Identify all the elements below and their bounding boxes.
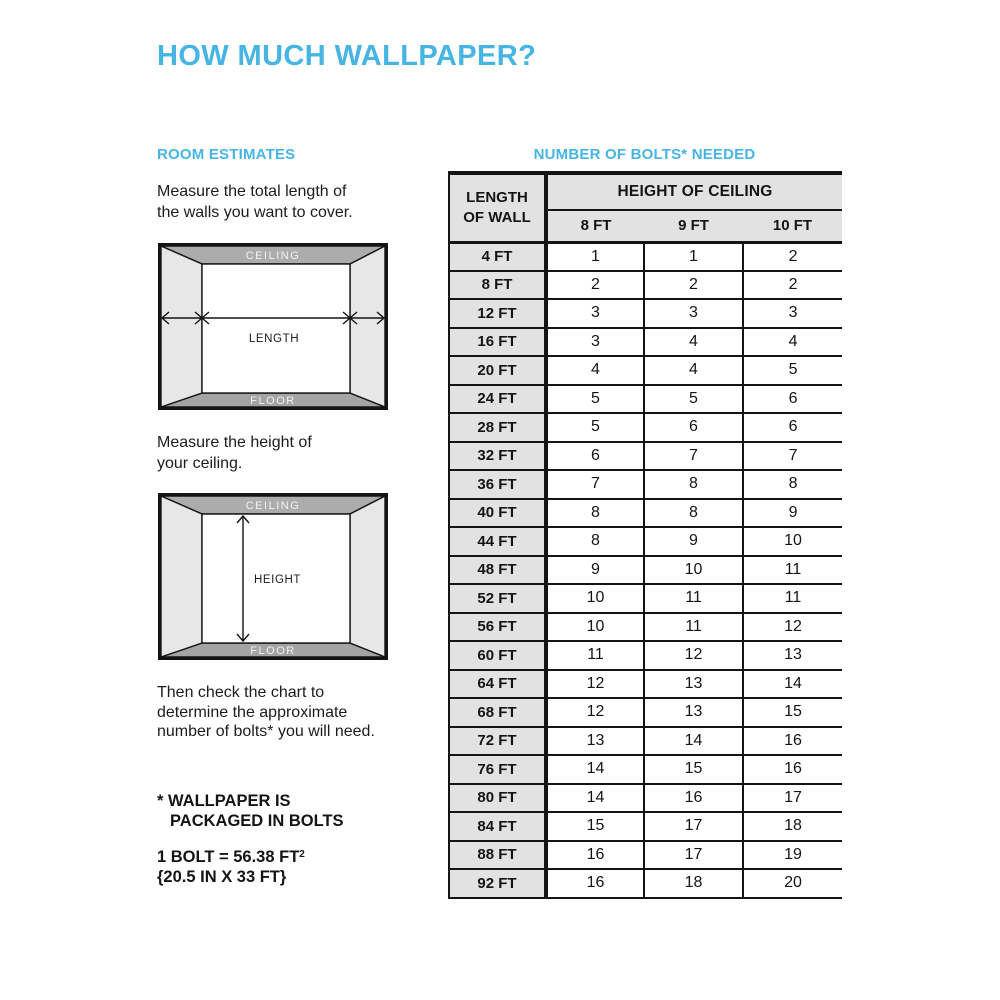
bolt-count-cell: 11 (546, 641, 644, 670)
bolt-count-cell: 6 (644, 413, 743, 442)
bolt-count-cell: 1 (546, 242, 644, 271)
bolt-count-cell: 6 (546, 442, 644, 471)
wall-length-cell: 56 FT (449, 613, 546, 642)
bolt-count-cell: 2 (546, 271, 644, 300)
table-row (449, 812, 842, 841)
bolt-count-cell: 14 (546, 784, 644, 813)
subheader-10ft: 10 FT (743, 210, 842, 242)
bolt-count-cell: 17 (644, 812, 743, 841)
height-of-ceiling-header: HEIGHT OF CEILING (546, 173, 842, 210)
table-header-row-top (449, 173, 842, 210)
ceiling-label: CEILING (245, 250, 301, 262)
bolt-count-cell: 12 (546, 670, 644, 699)
header-line: OF WALL (463, 208, 531, 226)
bolt-table-body (449, 242, 842, 898)
subheader-8ft: 8 FT (546, 210, 644, 242)
bolt-count-cell: 13 (644, 698, 743, 727)
table-row (449, 271, 842, 300)
wall-length-cell: 76 FT (449, 755, 546, 784)
table-row (449, 755, 842, 784)
room-length-diagram (158, 243, 388, 410)
table-row (449, 356, 842, 385)
subheader-9ft: 9 FT (644, 210, 743, 242)
bolt-count-cell: 12 (546, 698, 644, 727)
bolt-count-cell: 16 (546, 841, 644, 870)
text-line: {20.5 IN X 33 FT} (157, 867, 287, 886)
bolt-count-cell: 11 (743, 556, 842, 585)
back-wall-surface (202, 264, 350, 393)
bolt-count-cell: 8 (644, 499, 743, 528)
floor-label: FLOOR (250, 395, 296, 407)
wall-length-cell: 44 FT (449, 527, 546, 556)
wall-length-cell: 64 FT (449, 670, 546, 699)
section-title-bolts-needed: NUMBER OF BOLTS* NEEDED (533, 146, 756, 163)
bolt-count-cell: 6 (743, 413, 842, 442)
bolt-count-cell: 4 (644, 328, 743, 357)
wall-length-cell: 60 FT (449, 641, 546, 670)
bolt-table (448, 171, 842, 899)
floor-label: FLOOR (250, 645, 296, 657)
wall-length-cell: 20 FT (449, 356, 546, 385)
bolt-count-cell: 7 (743, 442, 842, 471)
bolt-count-cell: 10 (546, 584, 644, 613)
bolt-count-cell: 4 (546, 356, 644, 385)
page-title: HOW MUCH WALLPAPER? (157, 40, 537, 72)
table-row (449, 841, 842, 870)
bolt-count-cell: 11 (644, 584, 743, 613)
bolt-equation: 1 BOLT = 56.38 FT (157, 848, 300, 866)
bolt-count-cell: 13 (743, 641, 842, 670)
bolt-count-cell: 10 (743, 527, 842, 556)
table-row (449, 641, 842, 670)
bolt-count-cell: 13 (644, 670, 743, 699)
instruction-measure-length (157, 181, 353, 223)
wall-length-cell: 8 FT (449, 271, 546, 300)
bolt-count-cell: 14 (546, 755, 644, 784)
table-row (449, 869, 842, 898)
text-line (157, 848, 305, 866)
bolt-count-cell: 9 (743, 499, 842, 528)
table-row (449, 584, 842, 613)
bolt-count-cell: 11 (743, 584, 842, 613)
table-row (449, 784, 842, 813)
bolt-count-cell: 16 (743, 755, 842, 784)
table-row (449, 413, 842, 442)
wall-length-cell: 68 FT (449, 698, 546, 727)
height-label: HEIGHT (254, 574, 302, 586)
bolt-count-cell: 17 (644, 841, 743, 870)
table-row (449, 499, 842, 528)
section-title-room-estimates: ROOM ESTIMATES (157, 146, 296, 163)
text-line: Then check the chart to (157, 684, 325, 701)
bolt-count-cell: 8 (644, 470, 743, 499)
bolt-count-cell: 16 (644, 784, 743, 813)
bolt-count-cell: 16 (546, 869, 644, 898)
bolt-count-cell: 15 (743, 698, 842, 727)
bolt-count-cell: 15 (644, 755, 743, 784)
bolt-count-cell: 2 (743, 271, 842, 300)
header-line: LENGTH (466, 188, 528, 206)
bolt-count-cell: 4 (743, 328, 842, 357)
bolt-count-cell: 5 (644, 385, 743, 414)
bolt-count-cell: 5 (546, 413, 644, 442)
text-line: Measure the total length of (157, 183, 347, 200)
bolt-count-cell: 10 (546, 613, 644, 642)
bolt-count-cell: 11 (644, 613, 743, 642)
table-row (449, 727, 842, 756)
bolt-count-cell: 14 (743, 670, 842, 699)
bolt-count-cell: 18 (743, 812, 842, 841)
bolt-count-cell: 19 (743, 841, 842, 870)
bolt-count-cell: 8 (546, 527, 644, 556)
bolt-count-cell: 2 (743, 242, 842, 271)
wall-length-cell: 72 FT (449, 727, 546, 756)
wall-length-cell: 28 FT (449, 413, 546, 442)
bolt-count-cell: 2 (644, 271, 743, 300)
table-row (449, 470, 842, 499)
bolt-count-cell: 12 (644, 641, 743, 670)
table-row (449, 385, 842, 414)
wall-length-cell: 4 FT (449, 242, 546, 271)
bolt-count-cell: 16 (743, 727, 842, 756)
bolt-count-cell: 12 (743, 613, 842, 642)
table-row (449, 299, 842, 328)
squared-superscript: 2 (299, 849, 305, 860)
instruction-check-chart (157, 683, 375, 742)
table-row (449, 670, 842, 699)
text-line: your ceiling. (157, 455, 243, 472)
wall-length-cell: 12 FT (449, 299, 546, 328)
bolt-count-cell: 9 (546, 556, 644, 585)
table-row (449, 527, 842, 556)
bolt-count-cell: 10 (644, 556, 743, 585)
length-label: LENGTH (248, 333, 300, 345)
wall-length-cell: 92 FT (449, 869, 546, 898)
wall-length-cell: 84 FT (449, 812, 546, 841)
left-wall-surface (161, 496, 202, 657)
bolt-count-cell: 4 (644, 356, 743, 385)
bolt-count-cell: 9 (644, 527, 743, 556)
bolt-count-cell: 8 (743, 470, 842, 499)
bolt-count-cell: 3 (546, 328, 644, 357)
bolt-count-cell: 3 (644, 299, 743, 328)
text-line: number of bolts* you will need. (157, 723, 375, 740)
table-row (449, 698, 842, 727)
text-line: determine the approximate (157, 703, 348, 721)
bolt-count-cell: 15 (546, 812, 644, 841)
instruction-measure-height (157, 432, 312, 474)
wall-length-cell: 52 FT (449, 584, 546, 613)
bolt-count-cell: 17 (743, 784, 842, 813)
wall-length-cell: 32 FT (449, 442, 546, 471)
wall-length-cell: 40 FT (449, 499, 546, 528)
text-line: Measure the height of (157, 434, 312, 451)
bolt-count-cell: 13 (546, 727, 644, 756)
bolt-count-cell: 18 (644, 869, 743, 898)
table-row (449, 328, 842, 357)
wall-length-cell: 24 FT (449, 385, 546, 414)
table-row (449, 242, 842, 271)
room-height-diagram (158, 493, 388, 660)
bolt-count-cell: 14 (644, 727, 743, 756)
bolt-count-cell: 7 (546, 470, 644, 499)
wall-length-header (449, 173, 546, 242)
wall-length-cell: 48 FT (449, 556, 546, 585)
right-wall-surface (350, 246, 385, 407)
footnote-wallpaper-bolts (157, 792, 344, 831)
right-wall-surface (350, 496, 385, 657)
table-row (449, 442, 842, 471)
text-line: PACKAGED IN BOLTS (170, 811, 344, 830)
bolt-count-cell: 8 (546, 499, 644, 528)
left-wall-surface (161, 246, 202, 407)
bolt-count-cell: 1 (644, 242, 743, 271)
table-row (449, 556, 842, 585)
bolt-count-cell: 20 (743, 869, 842, 898)
wall-length-cell: 80 FT (449, 784, 546, 813)
wall-length-cell: 36 FT (449, 470, 546, 499)
bolt-count-cell: 7 (644, 442, 743, 471)
wall-length-cell: 16 FT (449, 328, 546, 357)
bolt-count-cell: 5 (546, 385, 644, 414)
bolt-count-cell: 3 (546, 299, 644, 328)
bolt-count-cell: 5 (743, 356, 842, 385)
ceiling-label: CEILING (245, 500, 301, 512)
bolt-count-cell: 3 (743, 299, 842, 328)
bolt-size-info (157, 845, 305, 887)
text-line: the walls you want to cover. (157, 204, 353, 221)
bolt-count-cell: 6 (743, 385, 842, 414)
wall-length-cell: 88 FT (449, 841, 546, 870)
table-row (449, 613, 842, 642)
text-line: * WALLPAPER IS (157, 792, 291, 810)
